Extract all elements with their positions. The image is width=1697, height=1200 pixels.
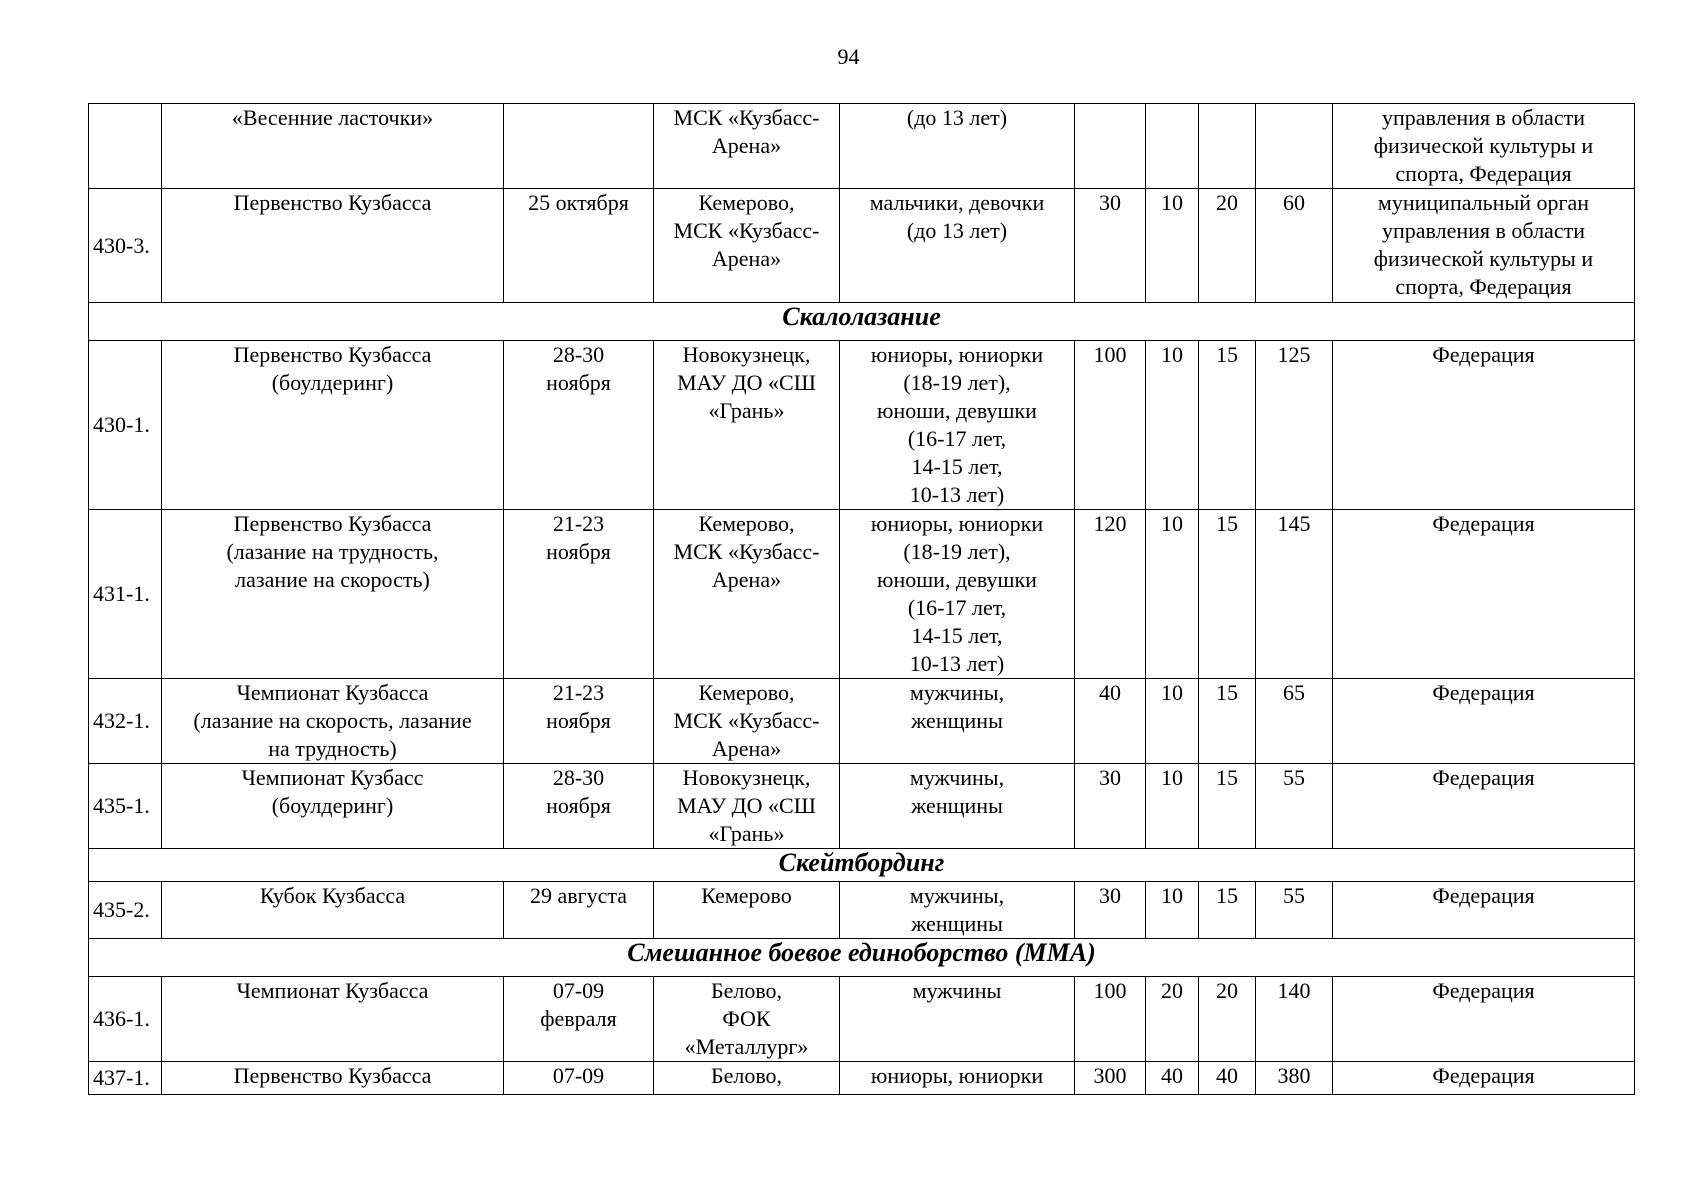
cell-org: Федерация — [1333, 764, 1635, 849]
cell-org: Федерация — [1333, 882, 1635, 939]
cell-judges: 20 — [1146, 977, 1199, 1062]
page-number: 94 — [837, 44, 860, 69]
table-row — [89, 104, 1635, 189]
cell-participants: мужчины, женщины — [840, 882, 1075, 939]
cell-org: Федерация — [1333, 679, 1635, 764]
cell-num: 437-1. — [89, 1062, 162, 1095]
cell-total: 125 — [1256, 341, 1333, 510]
cell-participants: мужчины, женщины — [840, 764, 1075, 849]
cell-name: Первенство Кузбасса (боулдеринг) — [162, 341, 504, 510]
cell-num: 430-1. — [89, 341, 162, 510]
section-title: Смешанное боевое единоборство (ММА) — [89, 939, 1635, 977]
cell-participants: (до 13 лет) — [840, 104, 1075, 189]
cell-total — [1256, 104, 1333, 189]
table-row — [89, 189, 1635, 303]
cell-judges: 10 — [1146, 679, 1199, 764]
cell-place: Кемерово, МСК «Кузбасс- Арена» — [654, 679, 840, 764]
events-table — [88, 103, 1635, 1095]
cell-athletes: 40 — [1075, 679, 1146, 764]
cell-judges: 10 — [1146, 882, 1199, 939]
cell-num: 436-1. — [89, 977, 162, 1062]
cell-total: 380 — [1256, 1062, 1333, 1095]
table-row — [89, 882, 1635, 939]
cell-date — [504, 104, 654, 189]
events-table-body — [89, 104, 1635, 1095]
cell-num: 432-1. — [89, 679, 162, 764]
cell-num: 435-2. — [89, 882, 162, 939]
section-title: Скейтбординг — [89, 849, 1635, 882]
cell-org: Федерация — [1333, 1062, 1635, 1095]
cell-place: Кемерово, МСК «Кузбасс- Арена» — [654, 510, 840, 679]
table-row — [89, 1062, 1635, 1095]
cell-org: Федерация — [1333, 977, 1635, 1062]
table-row — [89, 764, 1635, 849]
cell-date: 21-23 ноября — [504, 510, 654, 679]
section-title: Скалолазание — [89, 303, 1635, 341]
cell-athletes: 30 — [1075, 189, 1146, 303]
cell-place: Белово, — [654, 1062, 840, 1095]
cell-total: 60 — [1256, 189, 1333, 303]
cell-total: 55 — [1256, 882, 1333, 939]
cell-participants: юниоры, юниорки (18-19 лет), юноши, девушки (16-17 лет, 14-15 лет, 10-13 лет) — [840, 510, 1075, 679]
cell-date: 28-30 ноября — [504, 764, 654, 849]
cell-coaches: 15 — [1199, 764, 1256, 849]
table-row — [89, 510, 1635, 679]
cell-date: 07-09 февраля — [504, 977, 654, 1062]
cell-coaches: 15 — [1199, 882, 1256, 939]
cell-judges: 10 — [1146, 764, 1199, 849]
cell-place: Кемерово, МСК «Кузбасс- Арена» — [654, 189, 840, 303]
cell-athletes: 100 — [1075, 341, 1146, 510]
cell-place: Кемерово — [654, 882, 840, 939]
cell-name: Чемпионат Кузбасс (боулдеринг) — [162, 764, 504, 849]
cell-date: 25 октября — [504, 189, 654, 303]
cell-num: 430-3. — [89, 189, 162, 303]
cell-num — [89, 104, 162, 189]
cell-org: управления в области физической культуры и спорта, Федерация — [1333, 104, 1635, 189]
cell-coaches: 15 — [1199, 510, 1256, 679]
cell-participants: юниоры, юниорки (18-19 лет), юноши, девушки (16-17 лет, 14-15 лет, 10-13 лет) — [840, 341, 1075, 510]
cell-judges — [1146, 104, 1199, 189]
cell-athletes: 100 — [1075, 977, 1146, 1062]
cell-coaches: 40 — [1199, 1062, 1256, 1095]
section-header-row — [89, 939, 1635, 977]
cell-total: 65 — [1256, 679, 1333, 764]
cell-date: 28-30 ноября — [504, 341, 654, 510]
cell-place: МСК «Кузбасс- Арена» — [654, 104, 840, 189]
cell-coaches: 20 — [1199, 977, 1256, 1062]
cell-coaches: 20 — [1199, 189, 1256, 303]
cell-date: 07-09 — [504, 1062, 654, 1095]
cell-total: 145 — [1256, 510, 1333, 679]
cell-athletes — [1075, 104, 1146, 189]
cell-athletes: 300 — [1075, 1062, 1146, 1095]
table-row — [89, 341, 1635, 510]
cell-participants: мальчики, девочки (до 13 лет) — [840, 189, 1075, 303]
cell-org: муниципальный орган управления в области физической культуры и спорта, Федерация — [1333, 189, 1635, 303]
cell-date: 29 августа — [504, 882, 654, 939]
cell-name: Чемпионат Кузбасса (лазание на скорость, лазание на трудность) — [162, 679, 504, 764]
cell-place: Новокузнецк, МАУ ДО «СШ «Грань» — [654, 341, 840, 510]
cell-total: 55 — [1256, 764, 1333, 849]
cell-name: «Весенние ласточки» — [162, 104, 504, 189]
cell-coaches: 15 — [1199, 341, 1256, 510]
cell-judges: 10 — [1146, 189, 1199, 303]
cell-coaches: 15 — [1199, 679, 1256, 764]
cell-total: 140 — [1256, 977, 1333, 1062]
cell-org: Федерация — [1333, 510, 1635, 679]
cell-place: Белово, ФОК «Металлург» — [654, 977, 840, 1062]
cell-judges: 10 — [1146, 341, 1199, 510]
section-header-row — [89, 303, 1635, 341]
cell-name: Первенство Кузбасса — [162, 189, 504, 303]
cell-participants: юниоры, юниорки — [840, 1062, 1075, 1095]
table-row — [89, 679, 1635, 764]
cell-name: Первенство Кузбасса — [162, 1062, 504, 1095]
cell-num: 435-1. — [89, 764, 162, 849]
cell-athletes: 30 — [1075, 764, 1146, 849]
cell-name: Первенство Кузбасса (лазание на трудность, лазание на скорость) — [162, 510, 504, 679]
cell-athletes: 120 — [1075, 510, 1146, 679]
cell-num: 431-1. — [89, 510, 162, 679]
cell-judges: 40 — [1146, 1062, 1199, 1095]
cell-coaches — [1199, 104, 1256, 189]
cell-judges: 10 — [1146, 510, 1199, 679]
cell-date: 21-23 ноября — [504, 679, 654, 764]
cell-place: Новокузнецк, МАУ ДО «СШ «Грань» — [654, 764, 840, 849]
cell-name: Кубок Кузбасса — [162, 882, 504, 939]
cell-participants: мужчины, женщины — [840, 679, 1075, 764]
cell-participants: мужчины — [840, 977, 1075, 1062]
table-row — [89, 977, 1635, 1062]
section-header-row — [89, 849, 1635, 882]
cell-org: Федерация — [1333, 341, 1635, 510]
cell-athletes: 30 — [1075, 882, 1146, 939]
cell-name: Чемпионат Кузбасса — [162, 977, 504, 1062]
